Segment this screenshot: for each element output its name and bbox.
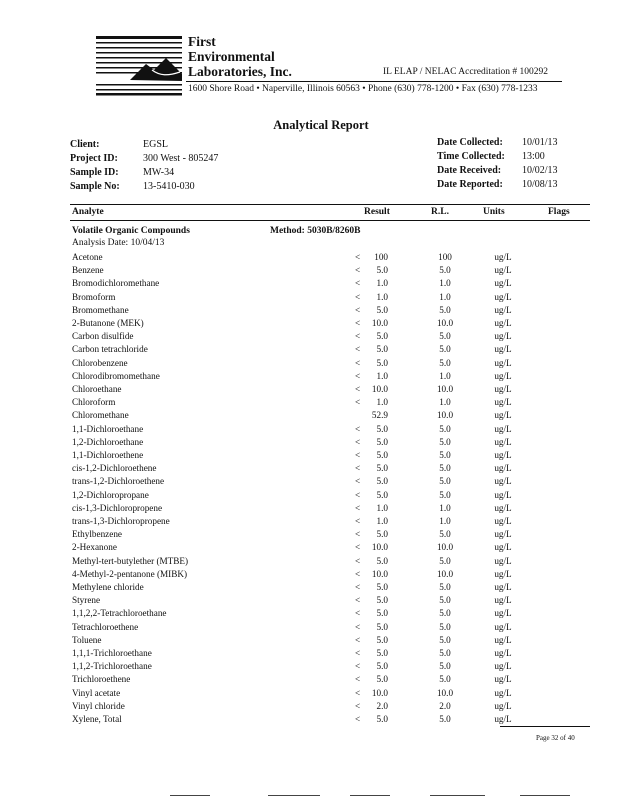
table-row xyxy=(0,529,642,542)
company-name-line1: First xyxy=(188,34,216,49)
units-cell: ug/L xyxy=(494,476,512,487)
table-row xyxy=(0,463,642,476)
table-row xyxy=(0,608,642,621)
company-name xyxy=(188,34,292,79)
rl-cell: 5.0 xyxy=(439,648,451,658)
analyte-cell: Bromomethane xyxy=(72,304,129,315)
analyte-cell: 4-Methyl-2-pentanone (MIBK) xyxy=(72,568,188,579)
result-cell: 5.0 xyxy=(376,450,388,460)
date-reported-label: Date Reported: xyxy=(437,179,503,190)
analyte-cell: 1,1,2,2-Tetrachloroethane xyxy=(72,608,167,619)
result-cell: 5.0 xyxy=(376,344,388,355)
result-cell: 5.0 xyxy=(376,489,388,500)
result-qualifier-cell: < xyxy=(355,674,361,685)
result-qualifier-cell: < xyxy=(355,529,361,540)
result-qualifier-cell: < xyxy=(355,542,361,553)
result-qualifier-cell: < xyxy=(355,450,361,460)
units-cell: ug/L xyxy=(494,529,512,540)
footer-rule xyxy=(350,795,390,796)
rl-cell: 5.0 xyxy=(439,674,451,685)
analyte-cell: Methyl-tert-butylether (MTBE) xyxy=(72,555,189,566)
result-cell: 5.0 xyxy=(376,357,388,368)
report-title: Analytical Report xyxy=(273,118,369,132)
rl-cell: 100 xyxy=(438,252,452,262)
analyte-cell: Chloromethane xyxy=(72,410,129,421)
rl-cell: 1.0 xyxy=(439,278,451,289)
table-row xyxy=(0,648,642,661)
analyte-cell: trans-1,2-Dichloroethene xyxy=(72,476,165,487)
analyte-cell: Tetrachloroethene xyxy=(72,621,139,632)
analyte-cell: Carbon disulfide xyxy=(72,331,134,342)
result-cell: 1.0 xyxy=(376,516,388,526)
rl-cell: 10.0 xyxy=(436,568,454,579)
units-cell: ug/L xyxy=(494,687,512,698)
table-row xyxy=(0,450,642,463)
result-cell: 10.0 xyxy=(371,687,388,698)
analyte-cell: 2-Hexanone xyxy=(72,542,117,553)
table-row xyxy=(0,476,642,489)
result-cell: 1.0 xyxy=(376,278,388,289)
sample-no-value: 13-5410-030 xyxy=(143,181,195,192)
page-number: Page 32 of 40 xyxy=(536,734,575,742)
analyte-cell: Acetone xyxy=(72,252,103,262)
analyte-cell: Chloroethane xyxy=(72,384,122,394)
rl-cell: 1.0 xyxy=(439,516,451,526)
rl-cell: 2.0 xyxy=(439,700,451,711)
analyte-cell: 2-Butanone (MEK) xyxy=(72,318,144,328)
analyte-cell: Chlorobenzene xyxy=(72,357,128,368)
table-row xyxy=(0,688,642,701)
table-row xyxy=(0,437,642,450)
date-reported-value: 10/08/13 xyxy=(522,179,558,190)
rl-cell: 5.0 xyxy=(439,634,451,645)
time-collected-label: Time Collected: xyxy=(437,151,505,162)
result-qualifier-cell: < xyxy=(355,331,361,342)
result-cell: 1.0 xyxy=(376,370,388,381)
rl-cell: 10.0 xyxy=(436,318,454,328)
col-header-result: Result xyxy=(364,207,390,217)
result-qualifier-cell: < xyxy=(355,582,361,592)
analyte-cell: Styrene xyxy=(72,595,101,606)
analyte-cell: Methylene chloride xyxy=(72,582,144,592)
analyte-cell: 1,1-Dichloroethane xyxy=(72,423,144,434)
table-row xyxy=(0,384,642,397)
analyte-cell: 1,1,1-Trichloroethane xyxy=(72,648,152,658)
table-row xyxy=(0,542,642,555)
table-row xyxy=(0,622,642,635)
result-qualifier-cell: < xyxy=(355,463,361,474)
units-cell: ug/L xyxy=(494,674,512,685)
result-qualifier-cell: < xyxy=(355,608,361,619)
result-cell: 5.0 xyxy=(376,423,388,434)
analyte-cell: cis-1,2-Dichloroethene xyxy=(72,463,157,474)
result-qualifier-cell: < xyxy=(355,291,361,302)
units-cell: ug/L xyxy=(494,568,512,579)
table-row xyxy=(0,424,642,437)
rl-cell: 5.0 xyxy=(439,331,451,342)
analyte-cell: Chlorodibromomethane xyxy=(72,370,160,381)
units-cell: ug/L xyxy=(494,608,512,619)
result-cell: 5.0 xyxy=(376,555,388,566)
sample-no-label: Sample No: xyxy=(70,181,120,192)
result-qualifier-cell: < xyxy=(355,476,361,487)
rl-cell: 5.0 xyxy=(439,344,451,355)
analyte-cell: 1,2-Dichloropropane xyxy=(72,489,149,500)
result-cell: 5.0 xyxy=(376,476,388,487)
analyte-cell: 1,1,2-Trichloroethane xyxy=(72,661,152,672)
analyte-cell: trans-1,3-Dichloropropene xyxy=(72,516,170,526)
result-qualifier-cell: < xyxy=(355,384,361,394)
result-qualifier-cell: < xyxy=(355,436,361,447)
rl-cell: 5.0 xyxy=(439,661,451,672)
result-cell: 1.0 xyxy=(376,397,388,408)
units-cell: ug/L xyxy=(494,278,512,289)
units-cell: ug/L xyxy=(494,370,512,381)
units-cell: ug/L xyxy=(494,634,512,645)
analyte-cell: Xylene, Total xyxy=(72,714,122,724)
result-cell: 5.0 xyxy=(376,595,388,606)
analyte-cell: Bromoform xyxy=(72,291,116,302)
table-row xyxy=(0,371,642,384)
units-cell: ug/L xyxy=(494,344,512,355)
col-header-units: Units xyxy=(483,207,505,217)
sample-id-label: Sample ID: xyxy=(70,167,119,178)
result-qualifier-cell: < xyxy=(355,555,361,566)
units-cell: ug/L xyxy=(494,621,512,632)
result-qualifier-cell: < xyxy=(355,423,361,434)
accreditation: IL ELAP / NELAC Accreditation # 100292 xyxy=(383,67,548,77)
table-row xyxy=(0,331,642,344)
result-cell: 5.0 xyxy=(376,582,388,592)
result-cell: 5.0 xyxy=(376,621,388,632)
result-qualifier-cell: < xyxy=(355,252,361,262)
rl-cell: 5.0 xyxy=(439,582,451,592)
result-qualifier-cell: < xyxy=(355,595,361,606)
result-cell: 5.0 xyxy=(376,648,388,658)
project-id-value: 300 West - 805247 xyxy=(143,153,219,164)
result-cell: 52.9 xyxy=(371,410,388,421)
table-row xyxy=(0,305,642,318)
result-cell: 5.0 xyxy=(376,463,388,474)
units-cell: ug/L xyxy=(494,450,512,460)
analyte-cell: Trichloroethene xyxy=(72,674,131,685)
result-qualifier-cell: < xyxy=(355,489,361,500)
table-row xyxy=(0,490,642,503)
result-qualifier-cell: < xyxy=(355,502,361,513)
rl-cell: 5.0 xyxy=(439,621,451,632)
units-cell: ug/L xyxy=(494,252,512,262)
analyte-cell: cis-1,3-Dichloropropene xyxy=(72,502,163,513)
result-cell: 5.0 xyxy=(376,331,388,342)
result-qualifier-cell: < xyxy=(355,687,361,698)
result-qualifier-cell: < xyxy=(355,634,361,645)
units-cell: ug/L xyxy=(494,648,512,658)
result-qualifier-cell: < xyxy=(355,344,361,355)
units-cell: ug/L xyxy=(494,700,512,711)
analyte-cell: Chloroform xyxy=(72,397,116,408)
client-label: Client: xyxy=(70,139,100,150)
date-received-label: Date Received: xyxy=(437,165,502,176)
result-qualifier-cell: < xyxy=(355,661,361,672)
rl-cell: 5.0 xyxy=(439,555,451,566)
units-cell: ug/L xyxy=(494,555,512,566)
rl-cell: 5.0 xyxy=(439,436,451,447)
company-name-line3: Laboratories, Inc. xyxy=(188,64,292,79)
result-cell: 10.0 xyxy=(371,542,388,553)
analyte-cell: Ethylbenzene xyxy=(72,529,122,540)
table-row xyxy=(0,661,642,674)
result-cell: 10.0 xyxy=(371,318,388,328)
rl-cell: 5.0 xyxy=(439,265,451,276)
rl-cell: 10.0 xyxy=(436,687,454,698)
result-qualifier-cell: < xyxy=(355,568,361,579)
rl-cell: 5.0 xyxy=(439,608,451,619)
section-title: Volatile Organic Compounds xyxy=(72,226,190,236)
analyte-cell: 1,2-Dichloroethane xyxy=(72,436,144,447)
table-row xyxy=(0,252,642,265)
rl-cell: 5.0 xyxy=(439,423,451,434)
rl-cell: 5.0 xyxy=(439,529,451,540)
units-cell: ug/L xyxy=(494,304,512,315)
table-row xyxy=(0,292,642,305)
date-collected-label: Date Collected: xyxy=(437,137,503,148)
table-row xyxy=(0,503,642,516)
result-cell: 5.0 xyxy=(376,714,388,724)
table-row xyxy=(0,516,642,529)
col-header-analyte: Analyte xyxy=(72,207,104,217)
result-cell: 5.0 xyxy=(376,674,388,685)
company-logo xyxy=(94,34,184,96)
result-cell: 5.0 xyxy=(376,436,388,447)
analyte-cell: 1,1-Dichloroethene xyxy=(72,450,144,460)
table-row xyxy=(0,358,642,371)
time-collected-value: 13:00 xyxy=(522,151,545,162)
rl-cell: 1.0 xyxy=(439,502,451,513)
rl-cell: 5.0 xyxy=(439,476,451,487)
table-row xyxy=(0,278,642,291)
footer-rule xyxy=(170,795,210,796)
units-cell: ug/L xyxy=(494,423,512,434)
units-cell: ug/L xyxy=(494,516,512,526)
result-qualifier-cell: < xyxy=(355,318,361,328)
rl-cell: 5.0 xyxy=(439,450,451,460)
units-cell: ug/L xyxy=(494,410,512,421)
method: Method: 5030B/8260B xyxy=(270,226,361,236)
result-qualifier-cell: < xyxy=(355,278,361,289)
rl-cell: 5.0 xyxy=(439,714,451,724)
result-qualifier-cell: < xyxy=(355,714,361,724)
table-row xyxy=(0,582,642,595)
result-qualifier-cell: < xyxy=(355,357,361,368)
header-divider xyxy=(186,81,562,82)
units-cell: ug/L xyxy=(494,265,512,276)
result-cell: 5.0 xyxy=(376,265,388,276)
sample-id-value: MW-34 xyxy=(143,167,175,178)
result-cell: 10.0 xyxy=(371,384,388,394)
col-header-rl: R.L. xyxy=(431,207,449,217)
result-cell: 2.0 xyxy=(376,700,388,711)
rl-cell: 10.0 xyxy=(436,410,454,421)
table-row xyxy=(0,674,642,687)
result-qualifier-cell: < xyxy=(355,648,361,658)
analyte-cell: Vinyl chloride xyxy=(72,700,125,711)
company-name-line2: Environmental xyxy=(188,49,275,64)
units-cell: ug/L xyxy=(494,582,512,592)
result-cell: 5.0 xyxy=(376,304,388,315)
units-cell: ug/L xyxy=(494,397,512,408)
client-value: EGSL xyxy=(143,139,168,150)
rl-cell: 5.0 xyxy=(439,463,451,474)
result-cell: 5.0 xyxy=(376,529,388,540)
table-end-rule xyxy=(500,726,590,727)
date-collected-value: 10/01/13 xyxy=(522,137,558,148)
result-cell: 5.0 xyxy=(376,661,388,672)
table-header-rule xyxy=(70,220,590,221)
units-cell: ug/L xyxy=(494,714,512,724)
result-cell: 100 xyxy=(374,252,388,262)
units-cell: ug/L xyxy=(494,291,512,302)
analyte-cell: Benzene xyxy=(72,265,104,276)
analysis-date: Analysis Date: 10/04/13 xyxy=(72,238,165,248)
units-cell: ug/L xyxy=(494,384,512,394)
result-cell: 10.0 xyxy=(371,568,388,579)
table-row xyxy=(0,344,642,357)
result-qualifier-cell: < xyxy=(355,304,361,315)
footer-rule xyxy=(430,795,485,796)
result-qualifier-cell: < xyxy=(355,700,361,711)
units-cell: ug/L xyxy=(494,463,512,474)
table-row xyxy=(0,635,642,648)
table-top-rule xyxy=(70,204,590,205)
rl-cell: 1.0 xyxy=(439,370,451,381)
footer-rule xyxy=(268,795,320,796)
project-id-label: Project ID: xyxy=(70,153,118,164)
footer-rule xyxy=(520,795,570,796)
units-cell: ug/L xyxy=(494,542,512,553)
result-cell: 1.0 xyxy=(376,291,388,302)
table-row xyxy=(0,595,642,608)
rl-cell: 5.0 xyxy=(439,595,451,606)
rl-cell: 5.0 xyxy=(439,304,451,315)
units-cell: ug/L xyxy=(494,357,512,368)
units-cell: ug/L xyxy=(494,436,512,447)
analyte-cell: Vinyl acetate xyxy=(72,687,121,698)
table-row xyxy=(0,569,642,582)
result-qualifier-cell: < xyxy=(355,516,361,526)
units-cell: ug/L xyxy=(494,489,512,500)
table-row xyxy=(0,556,642,569)
col-header-flags: Flags xyxy=(548,207,570,217)
analyte-cell: Toluene xyxy=(72,634,102,645)
result-qualifier-cell: < xyxy=(355,265,361,276)
result-cell: 5.0 xyxy=(376,608,388,619)
table-row xyxy=(0,318,642,331)
rl-cell: 5.0 xyxy=(439,489,451,500)
table-row xyxy=(0,701,642,714)
table-row xyxy=(0,410,642,423)
analyte-cell: Bromodichloromethane xyxy=(72,278,160,289)
result-qualifier-cell: < xyxy=(355,621,361,632)
units-cell: ug/L xyxy=(494,502,512,513)
result-cell: 5.0 xyxy=(376,634,388,645)
rl-cell: 10.0 xyxy=(436,542,454,553)
units-cell: ug/L xyxy=(494,331,512,342)
analyte-cell: Carbon tetrachloride xyxy=(72,344,148,355)
date-received-value: 10/02/13 xyxy=(522,165,558,176)
table-row xyxy=(0,397,642,410)
company-address: 1600 Shore Road • Naperville, Illinois 60563 • Phone (630) 778-1200 • Fax (630) 778-1233 xyxy=(188,84,538,94)
rl-cell: 5.0 xyxy=(439,357,451,368)
rl-cell: 1.0 xyxy=(439,291,451,302)
rl-cell: 10.0 xyxy=(436,384,454,394)
table-row xyxy=(0,265,642,278)
result-qualifier-cell: < xyxy=(355,397,361,408)
units-cell: ug/L xyxy=(494,318,512,328)
result-qualifier-cell: < xyxy=(355,370,361,381)
result-cell: 1.0 xyxy=(376,502,388,513)
units-cell: ug/L xyxy=(494,661,512,672)
rl-cell: 1.0 xyxy=(439,397,451,408)
units-cell: ug/L xyxy=(494,595,512,606)
